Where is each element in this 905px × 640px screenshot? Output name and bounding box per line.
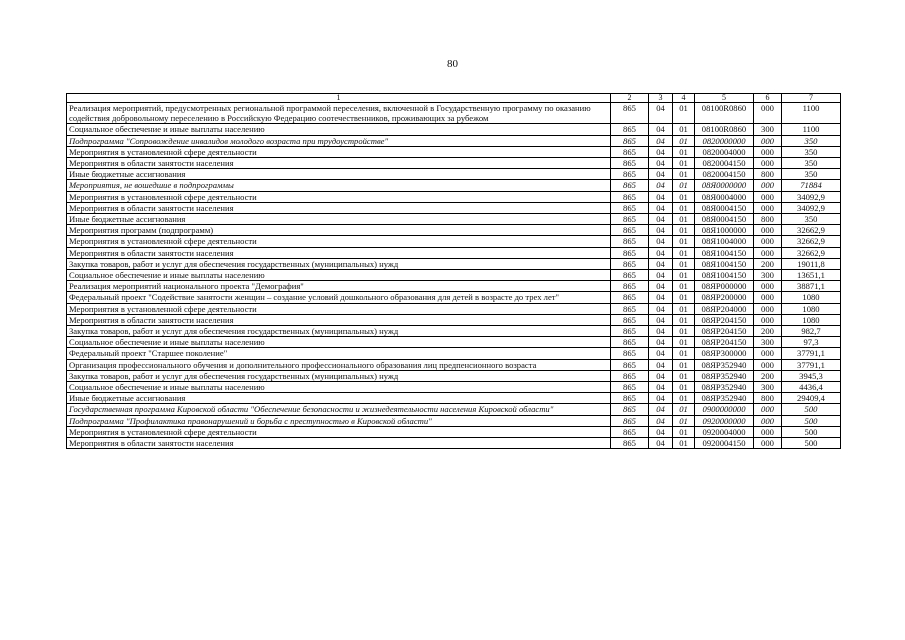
table-row — [67, 258, 841, 269]
item-name-cell: Мероприятия программ (подпрограмм) — [67, 225, 611, 236]
item-name-cell: Мероприятия в установленной сфере деятельности — [67, 236, 611, 247]
expense-type-code-cell: 800 — [754, 169, 782, 180]
subsection-code-cell: 01 — [673, 438, 695, 449]
target-article-code-cell: 08ЯР204150 — [695, 314, 754, 325]
amount-cell: 1080 — [782, 314, 841, 325]
target-article-code-cell: 08Я1004150 — [695, 247, 754, 258]
item-name-cell: Государственная программа Кировской области "Обеспечение безопасности и жизнедеятельности населения Кировской области" — [67, 404, 611, 415]
table-body — [67, 103, 841, 449]
header-cell-7: 7 — [782, 94, 841, 103]
expense-type-code-cell: 000 — [754, 103, 782, 124]
amount-cell: 71884 — [782, 180, 841, 191]
table-row — [67, 348, 841, 359]
amount-cell: 1080 — [782, 292, 841, 303]
expense-type-code-cell: 200 — [754, 370, 782, 381]
subsection-code-cell: 01 — [673, 326, 695, 337]
subsection-code-cell: 01 — [673, 337, 695, 348]
expense-type-code-cell: 000 — [754, 359, 782, 370]
admin-code-cell: 865 — [611, 135, 649, 146]
section-code-cell: 04 — [649, 158, 673, 169]
admin-code-cell: 865 — [611, 247, 649, 258]
table-row — [67, 292, 841, 303]
subsection-code-cell: 01 — [673, 370, 695, 381]
item-name-cell: Социальное обеспечение и иные выплаты населению — [67, 270, 611, 281]
expense-type-code-cell: 200 — [754, 258, 782, 269]
item-name-cell: Мероприятия в установленной сфере деятельности — [67, 146, 611, 157]
section-code-cell: 04 — [649, 103, 673, 124]
table-row — [67, 191, 841, 202]
section-code-cell: 04 — [649, 326, 673, 337]
subsection-code-cell: 01 — [673, 180, 695, 191]
target-article-code-cell: 08ЯР352940 — [695, 359, 754, 370]
table-row — [67, 415, 841, 426]
target-article-code-cell: 0920004000 — [695, 426, 754, 437]
section-code-cell: 04 — [649, 382, 673, 393]
table-row — [67, 337, 841, 348]
subsection-code-cell: 01 — [673, 359, 695, 370]
table-row — [67, 103, 841, 124]
subsection-code-cell: 01 — [673, 393, 695, 404]
subsection-code-cell: 01 — [673, 404, 695, 415]
expense-type-code-cell: 000 — [754, 404, 782, 415]
section-code-cell: 04 — [649, 303, 673, 314]
amount-cell: 350 — [782, 214, 841, 225]
subsection-code-cell: 01 — [673, 415, 695, 426]
table-row — [67, 359, 841, 370]
admin-code-cell: 865 — [611, 382, 649, 393]
section-code-cell: 04 — [649, 359, 673, 370]
item-name-cell: Иные бюджетные ассигнования — [67, 214, 611, 225]
amount-cell: 500 — [782, 404, 841, 415]
amount-cell: 37791,1 — [782, 359, 841, 370]
subsection-code-cell: 01 — [673, 314, 695, 325]
expense-type-code-cell: 000 — [754, 146, 782, 157]
amount-cell: 4436,4 — [782, 382, 841, 393]
section-code-cell: 04 — [649, 191, 673, 202]
expense-type-code-cell: 000 — [754, 247, 782, 258]
amount-cell: 19011,8 — [782, 258, 841, 269]
target-article-code-cell: 08ЯР300000 — [695, 348, 754, 359]
header-cell-3: 3 — [649, 94, 673, 103]
item-name-cell: Подпрограмма "Профилактика правонарушений и борьба с преступностью в Кировской области" — [67, 415, 611, 426]
table-row — [67, 314, 841, 325]
expense-type-code-cell: 300 — [754, 382, 782, 393]
admin-code-cell: 865 — [611, 169, 649, 180]
section-code-cell: 04 — [649, 236, 673, 247]
target-article-code-cell: 08Я1000000 — [695, 225, 754, 236]
expense-type-code-cell: 300 — [754, 124, 782, 135]
item-name-cell: Мероприятия в области занятости населения — [67, 202, 611, 213]
subsection-code-cell: 01 — [673, 169, 695, 180]
admin-code-cell: 865 — [611, 348, 649, 359]
section-code-cell: 04 — [649, 247, 673, 258]
amount-cell: 500 — [782, 415, 841, 426]
item-name-cell: Социальное обеспечение и иные выплаты населению — [67, 124, 611, 135]
table-row — [67, 225, 841, 236]
header-cell-1: 1 — [67, 94, 611, 103]
section-code-cell: 04 — [649, 214, 673, 225]
expense-type-code-cell: 000 — [754, 158, 782, 169]
item-name-cell: Мероприятия в области занятости населения — [67, 158, 611, 169]
table-row — [67, 270, 841, 281]
table-row — [67, 236, 841, 247]
subsection-code-cell: 01 — [673, 214, 695, 225]
amount-cell: 350 — [782, 135, 841, 146]
page-number: 80 — [447, 58, 458, 70]
amount-cell: 982,7 — [782, 326, 841, 337]
table-row — [67, 146, 841, 157]
subsection-code-cell: 01 — [673, 103, 695, 124]
table-header-row — [67, 94, 841, 103]
amount-cell: 29409,4 — [782, 393, 841, 404]
expense-type-code-cell: 000 — [754, 191, 782, 202]
table-row — [67, 214, 841, 225]
table-row — [67, 404, 841, 415]
expense-type-code-cell: 000 — [754, 225, 782, 236]
table-row — [67, 180, 841, 191]
section-code-cell: 04 — [649, 337, 673, 348]
section-code-cell: 04 — [649, 146, 673, 157]
amount-cell: 38871,1 — [782, 281, 841, 292]
admin-code-cell: 865 — [611, 180, 649, 191]
target-article-code-cell: 08Я1004150 — [695, 258, 754, 269]
table-row — [67, 169, 841, 180]
admin-code-cell: 865 — [611, 270, 649, 281]
section-code-cell: 04 — [649, 124, 673, 135]
amount-cell: 350 — [782, 158, 841, 169]
section-code-cell: 04 — [649, 404, 673, 415]
amount-cell: 37791,1 — [782, 348, 841, 359]
target-article-code-cell: 08Я1004150 — [695, 270, 754, 281]
target-article-code-cell: 08Я1004000 — [695, 236, 754, 247]
amount-cell: 32662,9 — [782, 247, 841, 258]
table-row — [67, 426, 841, 437]
amount-cell: 34092,9 — [782, 202, 841, 213]
item-name-cell: Реализация мероприятий, предусмотренных региональной программой переселения, включенной в Государственную программу по оказанию содействия добровольному переселению в Российскую Федерацию соотечественников, проживающих за рубежом — [67, 103, 611, 124]
admin-code-cell: 865 — [611, 158, 649, 169]
admin-code-cell: 865 — [611, 359, 649, 370]
subsection-code-cell: 01 — [673, 236, 695, 247]
target-article-code-cell: 08Я0004000 — [695, 191, 754, 202]
item-name-cell: Иные бюджетные ассигнования — [67, 393, 611, 404]
section-code-cell: 04 — [649, 348, 673, 359]
table-row — [67, 124, 841, 135]
expense-type-code-cell: 000 — [754, 202, 782, 213]
admin-code-cell: 865 — [611, 415, 649, 426]
target-article-code-cell: 08ЯР204150 — [695, 337, 754, 348]
item-name-cell: Закупка товаров, работ и услуг для обеспечения государственных (муниципальных) нужд — [67, 258, 611, 269]
amount-cell: 1100 — [782, 124, 841, 135]
expense-type-code-cell: 800 — [754, 393, 782, 404]
item-name-cell: Реализация мероприятий национального проекта "Демография" — [67, 281, 611, 292]
section-code-cell: 04 — [649, 292, 673, 303]
amount-cell: 32662,9 — [782, 236, 841, 247]
target-article-code-cell: 08100R0860 — [695, 124, 754, 135]
item-name-cell: Мероприятия в установленной сфере деятельности — [67, 426, 611, 437]
table-row — [67, 135, 841, 146]
item-name-cell: Закупка товаров, работ и услуг для обеспечения государственных (муниципальных) нужд — [67, 370, 611, 381]
item-name-cell: Мероприятия в области занятости населения — [67, 438, 611, 449]
admin-code-cell: 865 — [611, 438, 649, 449]
subsection-code-cell: 01 — [673, 270, 695, 281]
section-code-cell: 04 — [649, 281, 673, 292]
section-code-cell: 04 — [649, 415, 673, 426]
target-article-code-cell: 0820004000 — [695, 146, 754, 157]
amount-cell: 32662,9 — [782, 225, 841, 236]
table-row — [67, 393, 841, 404]
admin-code-cell: 865 — [611, 236, 649, 247]
header-cell-5: 5 — [695, 94, 754, 103]
admin-code-cell: 865 — [611, 202, 649, 213]
item-name-cell: Организация профессионального обучения и дополнительного профессионального образования лиц предпенсионного возраста — [67, 359, 611, 370]
target-article-code-cell: 08ЯР200000 — [695, 292, 754, 303]
expense-type-code-cell: 000 — [754, 348, 782, 359]
section-code-cell: 04 — [649, 258, 673, 269]
header-cell-4: 4 — [673, 94, 695, 103]
item-name-cell: Иные бюджетные ассигнования — [67, 169, 611, 180]
amount-cell: 34092,9 — [782, 191, 841, 202]
admin-code-cell: 865 — [611, 426, 649, 437]
target-article-code-cell: 0920004150 — [695, 438, 754, 449]
table-row — [67, 202, 841, 213]
item-name-cell: Мероприятия, не вошедшие в подпрограммы — [67, 180, 611, 191]
admin-code-cell: 865 — [611, 314, 649, 325]
subsection-code-cell: 01 — [673, 426, 695, 437]
section-code-cell: 04 — [649, 426, 673, 437]
subsection-code-cell: 01 — [673, 191, 695, 202]
amount-cell: 500 — [782, 426, 841, 437]
target-article-code-cell: 08ЯР204150 — [695, 326, 754, 337]
expense-type-code-cell: 000 — [754, 426, 782, 437]
amount-cell: 13651,1 — [782, 270, 841, 281]
table-row — [67, 370, 841, 381]
target-article-code-cell: 0920000000 — [695, 415, 754, 426]
admin-code-cell: 865 — [611, 404, 649, 415]
subsection-code-cell: 01 — [673, 158, 695, 169]
target-article-code-cell: 08100R0860 — [695, 103, 754, 124]
target-article-code-cell: 08ЯР000000 — [695, 281, 754, 292]
subsection-code-cell: 01 — [673, 225, 695, 236]
admin-code-cell: 865 — [611, 225, 649, 236]
expense-type-code-cell: 000 — [754, 314, 782, 325]
table-row — [67, 438, 841, 449]
section-code-cell: 04 — [649, 225, 673, 236]
item-name-cell: Федеральный проект "Старшее поколение" — [67, 348, 611, 359]
subsection-code-cell: 01 — [673, 303, 695, 314]
amount-cell: 500 — [782, 438, 841, 449]
admin-code-cell: 865 — [611, 292, 649, 303]
admin-code-cell: 865 — [611, 337, 649, 348]
admin-code-cell: 865 — [611, 214, 649, 225]
target-article-code-cell: 0820004150 — [695, 158, 754, 169]
item-name-cell: Социальное обеспечение и иные выплаты населению — [67, 337, 611, 348]
item-name-cell: Подпрограмма "Сопровождение инвалидов молодого возраста при трудоустройстве" — [67, 135, 611, 146]
expense-type-code-cell: 300 — [754, 270, 782, 281]
expense-type-code-cell: 000 — [754, 236, 782, 247]
subsection-code-cell: 01 — [673, 124, 695, 135]
item-name-cell: Социальное обеспечение и иные выплаты населению — [67, 382, 611, 393]
admin-code-cell: 865 — [611, 146, 649, 157]
admin-code-cell: 865 — [611, 103, 649, 124]
section-code-cell: 04 — [649, 169, 673, 180]
section-code-cell: 04 — [649, 393, 673, 404]
expense-type-code-cell: 000 — [754, 438, 782, 449]
expense-type-code-cell: 000 — [754, 180, 782, 191]
admin-code-cell: 865 — [611, 326, 649, 337]
expense-type-code-cell: 300 — [754, 337, 782, 348]
table-row — [67, 158, 841, 169]
admin-code-cell: 865 — [611, 370, 649, 381]
target-article-code-cell: 08Я0004150 — [695, 202, 754, 213]
item-name-cell: Мероприятия в установленной сфере деятельности — [67, 191, 611, 202]
expense-type-code-cell: 800 — [754, 214, 782, 225]
subsection-code-cell: 01 — [673, 348, 695, 359]
item-name-cell: Мероприятия в области занятости населения — [67, 314, 611, 325]
target-article-code-cell: 0820004150 — [695, 169, 754, 180]
expense-type-code-cell: 000 — [754, 292, 782, 303]
expense-type-code-cell: 200 — [754, 326, 782, 337]
table-row — [67, 382, 841, 393]
expense-type-code-cell: 000 — [754, 303, 782, 314]
subsection-code-cell: 01 — [673, 382, 695, 393]
target-article-code-cell: 0820000000 — [695, 135, 754, 146]
admin-code-cell: 865 — [611, 258, 649, 269]
table-row — [67, 303, 841, 314]
amount-cell: 350 — [782, 169, 841, 180]
section-code-cell: 04 — [649, 314, 673, 325]
subsection-code-cell: 01 — [673, 146, 695, 157]
section-code-cell: 04 — [649, 180, 673, 191]
item-name-cell: Закупка товаров, работ и услуг для обеспечения государственных (муниципальных) нужд — [67, 326, 611, 337]
item-name-cell: Мероприятия в области занятости населения — [67, 247, 611, 258]
expense-type-code-cell: 000 — [754, 281, 782, 292]
table-row — [67, 326, 841, 337]
admin-code-cell: 865 — [611, 303, 649, 314]
target-article-code-cell: 08Я0004150 — [695, 214, 754, 225]
section-code-cell: 04 — [649, 202, 673, 213]
target-article-code-cell: 08ЯР352940 — [695, 370, 754, 381]
item-name-cell: Федеральный проект "Содействие занятости женщин – создание условий дошкольного образования для детей в возрасте до трех лет" — [67, 292, 611, 303]
subsection-code-cell: 01 — [673, 258, 695, 269]
subsection-code-cell: 01 — [673, 247, 695, 258]
target-article-code-cell: 08ЯР204000 — [695, 303, 754, 314]
target-article-code-cell: 0900000000 — [695, 404, 754, 415]
subsection-code-cell: 01 — [673, 202, 695, 213]
subsection-code-cell: 01 — [673, 135, 695, 146]
section-code-cell: 04 — [649, 370, 673, 381]
section-code-cell: 04 — [649, 438, 673, 449]
amount-cell: 97,3 — [782, 337, 841, 348]
target-article-code-cell: 08Я0000000 — [695, 180, 754, 191]
amount-cell: 1100 — [782, 103, 841, 124]
admin-code-cell: 865 — [611, 124, 649, 135]
amount-cell: 350 — [782, 146, 841, 157]
header-cell-6: 6 — [754, 94, 782, 103]
table-row — [67, 281, 841, 292]
section-code-cell: 04 — [649, 270, 673, 281]
target-article-code-cell: 08ЯР352940 — [695, 393, 754, 404]
amount-cell: 3945,3 — [782, 370, 841, 381]
admin-code-cell: 865 — [611, 191, 649, 202]
admin-code-cell: 865 — [611, 393, 649, 404]
amount-cell: 1080 — [782, 303, 841, 314]
subsection-code-cell: 01 — [673, 292, 695, 303]
admin-code-cell: 865 — [611, 281, 649, 292]
table-row — [67, 247, 841, 258]
expense-type-code-cell: 000 — [754, 415, 782, 426]
header-cell-2: 2 — [611, 94, 649, 103]
item-name-cell: Мероприятия в установленной сфере деятельности — [67, 303, 611, 314]
subsection-code-cell: 01 — [673, 281, 695, 292]
target-article-code-cell: 08ЯР352940 — [695, 382, 754, 393]
budget-table — [66, 93, 841, 449]
expense-type-code-cell: 000 — [754, 135, 782, 146]
section-code-cell: 04 — [649, 135, 673, 146]
